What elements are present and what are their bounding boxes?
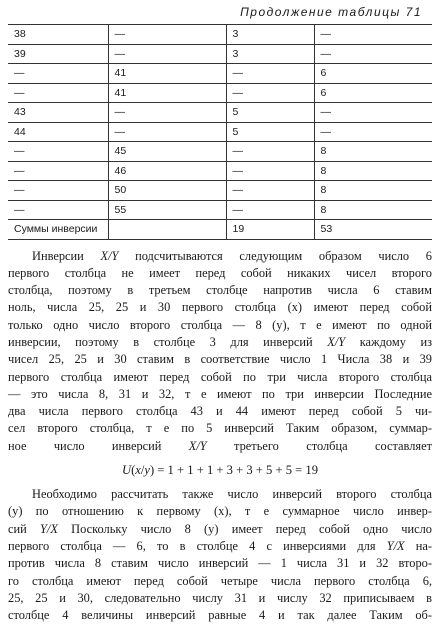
text-line: ноль, числа 25, 25 и 30 первого столбца (x) имеют перед собой (8, 300, 432, 315)
table-sum-row (8, 220, 432, 240)
table-continuation-title: Продолжение таблицы 71 (240, 5, 422, 19)
text-line: столбца, поэтому в третьем столбце напротив числа 6 ставим (8, 283, 432, 298)
table-cell: — (8, 83, 108, 103)
table-cell: 5 (226, 103, 314, 123)
table-cell: — (8, 200, 108, 220)
book-page (8, 0, 432, 624)
text-line: — это числа 8, 31 и 32, т е имеют по три инверсии Последние (8, 386, 432, 401)
table-cell: — (314, 103, 432, 123)
table-cell: 8 (314, 142, 432, 162)
paragraph-1 (8, 248, 432, 456)
text-line: (y) по отношению к первому (x), т е суммарное число инвер- (8, 504, 432, 519)
table-cell: 44 (8, 122, 108, 142)
table-cell: 41 (108, 83, 226, 103)
inversions-table (8, 25, 432, 240)
table-cell: — (226, 64, 314, 84)
text-line: первого столбца имеют перед собой по три числа второго столбца (8, 369, 432, 384)
table-cell: 46 (108, 161, 226, 181)
table-row (8, 200, 432, 220)
table-cell: — (226, 83, 314, 103)
table-row (8, 103, 432, 123)
table-cell: — (8, 142, 108, 162)
table-cell: — (226, 200, 314, 220)
text-line: столбце 4 величины инверсий равные 4 и так далее Таким об- (8, 608, 432, 623)
formula: U(x/y) = 1 + 1 + 1 + 3 + 3 + 5 + 5 = 19 (121, 463, 319, 478)
table-cell: — (108, 25, 226, 44)
table-row (8, 44, 432, 64)
table-sum-cell: 53 (314, 220, 432, 240)
table-cell: 6 (314, 83, 432, 103)
table-row (8, 83, 432, 103)
text-line: первого столбца — 6, то в столбце 4 с инверсиями для Y/X на- (8, 538, 433, 553)
table-cell: — (226, 181, 314, 201)
table-cell: 8 (314, 161, 432, 181)
table-cell: 41 (108, 64, 226, 84)
text-line: два числа первого столбца 43 и 44 имеют перед собой 5 чи- (8, 404, 432, 419)
table-cell: 38 (8, 25, 108, 44)
table-cell: 8 (314, 200, 432, 220)
table-sum-cell: 19 (226, 220, 314, 240)
text-line: го столбца имеют перед собой четыре числа первого столбца 6, (8, 573, 432, 588)
table-cell: 45 (108, 142, 226, 162)
table-row (8, 161, 432, 181)
table-cell: 39 (8, 44, 108, 64)
table-cell: — (226, 142, 314, 162)
paragraph-2 (8, 486, 432, 624)
table-cell: — (108, 44, 226, 64)
table-cell: — (8, 181, 108, 201)
table-row (8, 25, 432, 44)
text-line: сий Y/X Поскольку число 8 (y) имеет перед собой одно число (8, 521, 432, 536)
table-cell: — (226, 161, 314, 181)
table-cell: — (314, 122, 432, 142)
table-cell: 43 (8, 103, 108, 123)
table-cell: — (314, 44, 432, 64)
text-line: Необходимо рассчитать также число инверсий второго столбца (32, 487, 432, 502)
text-line: ное число инверсий X/Y третьего столбца составляет (8, 438, 432, 453)
table-caption-row (8, 0, 432, 25)
table-cell: 55 (108, 200, 226, 220)
table-cell: — (108, 122, 226, 142)
text-line: первого столбца не имеет перед собой никаких чисел второго (8, 265, 432, 280)
table-cell: 3 (226, 25, 314, 44)
text-line: только одно число второго столбца — 8 (y), т е имеют по одной (8, 317, 432, 332)
table-cell: 3 (226, 44, 314, 64)
table-cell: 6 (314, 64, 432, 84)
table-sum-cell (108, 220, 226, 240)
table-cell: 8 (314, 181, 432, 201)
table-cell: 5 (226, 122, 314, 142)
table-row (8, 142, 432, 162)
table-cell: — (8, 64, 108, 84)
text-line: чисел 25, 25 и 30 ставим в соответствие число 1 Числа 38 и 39 (8, 352, 432, 367)
text-line: Инверсии X/Y подсчитываются следующим образом число 6 (32, 248, 432, 263)
table-cell: 50 (108, 181, 226, 201)
text-line: сел второго столбца, т е по 5 инверсий Таким образом, суммар- (8, 421, 432, 436)
table-row (8, 122, 432, 142)
table-cell: — (314, 25, 432, 44)
text-line: инверсии, поэтому в столбце 3 для инверсий X/Y каждому из (8, 334, 432, 349)
table-cell: — (108, 103, 226, 123)
table-row (8, 181, 432, 201)
table-cell: — (8, 161, 108, 181)
table-sum-cell: Суммы инверсии (8, 220, 108, 240)
text-line: 25, 25 и 30, следовательно числу 31 и числу 32 приписываем в (8, 590, 432, 605)
text-line: против числа 8 ставим число инверсий — 1 числа 31 и 32 второ- (8, 556, 432, 571)
table-row (8, 64, 432, 84)
